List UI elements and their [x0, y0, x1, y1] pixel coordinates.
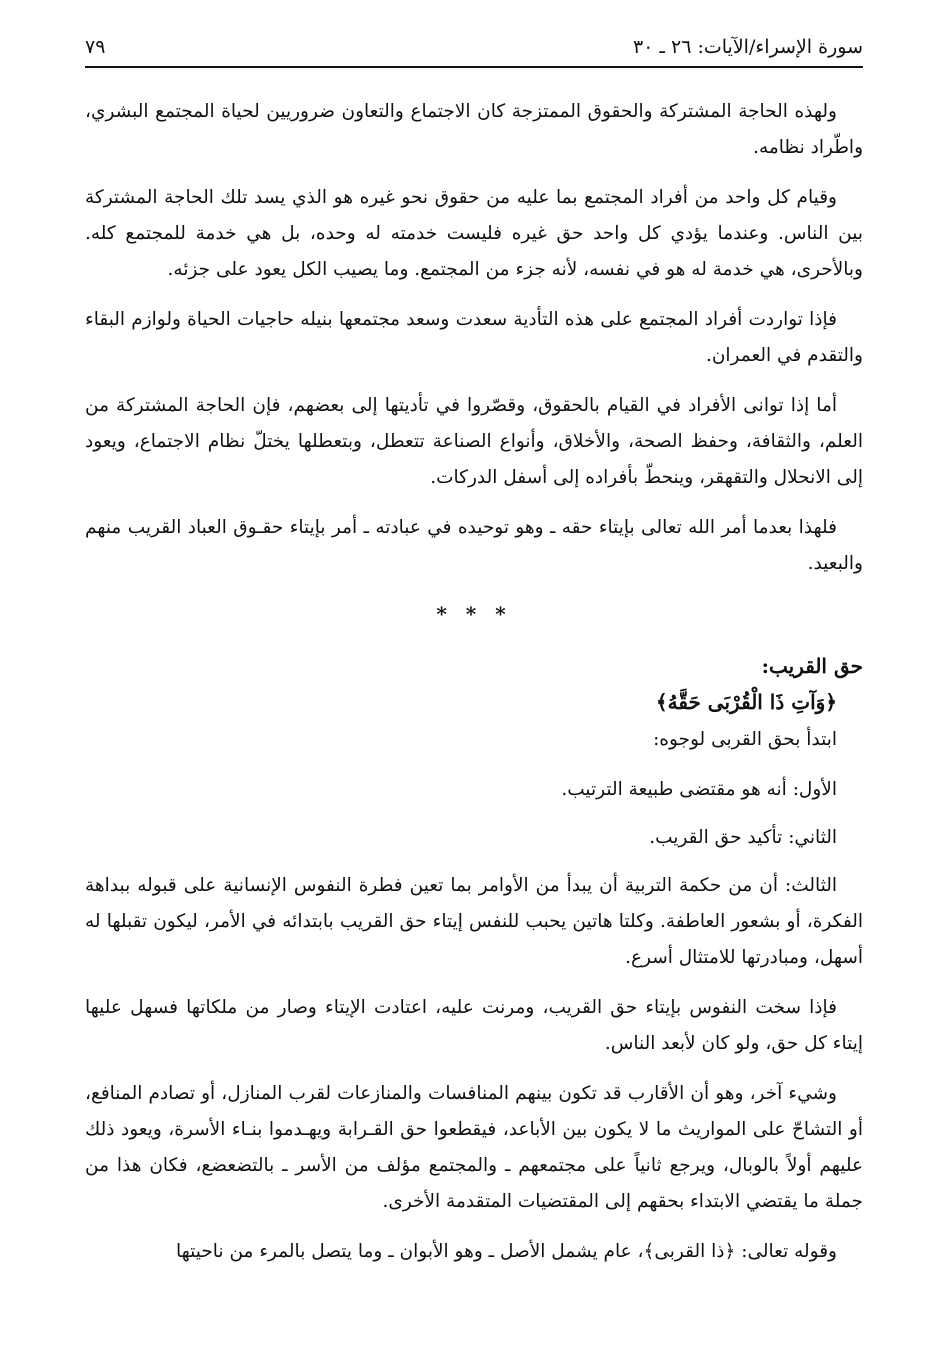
paragraph-1: ولهذه الحاجة المشتركة والحقوق الممتزجة كان الاجتماع والتعاون ضروريين لحياة المجتمع البشري، واطّراد نظامه.: [85, 101, 863, 158]
section-separator: * * *: [436, 602, 512, 626]
paragraph-8: وقوله تعالى: ﴿ذا القربى﴾، عام يشمل الأصل ـ وهو الأبوان ـ وما يتصل بالمرء من ناحيتها: [176, 1241, 837, 1262]
paragraph-5: فلهذا بعدما أمر الله تعالى بإيتاء حقه ـ وهو توحيده في عبادته ـ أمر بإيتاء حقـوق العباد القريب منهم والبعيد.: [85, 517, 863, 574]
section-heading: حق القريب:: [761, 654, 863, 678]
paragraph-6: فإذا سخت النفوس بإيتاء حق القريب، ومرنت عليه، اعتادت الإيتاء وصار من ملكاتها فسهل عليها إيتاء كل حق، ولو كان لأبعد الناس.: [85, 997, 863, 1054]
quran-verse: ﴿وَآتِ ذَا الْقُرْبَى حَقَّهُ﴾: [655, 690, 837, 714]
point-first: الأول: أنه هو مقتضى طبيعة الترتيب.: [561, 779, 837, 800]
intro-line: ابتدأ بحق القربى لوجوه:: [653, 729, 837, 750]
page-header: [85, 30, 863, 68]
page-body: [85, 94, 863, 1280]
paragraph-3: فإذا تواردت أفراد المجتمع على هذه التأدية سعدت وسعد مجتمعها بنيله حاجيات الحياة ولوازم البقاء والتقدم في العمران.: [85, 309, 863, 366]
paragraph-7: وشيء آخر، وهو أن الأقارب قد تكون بينهم المنافسات والمنازعات لقرب المنازل، أو تصادم المنافع، أو التشاحّ على المواريث ما لا يكون بين الأباعد، فيقطعوا حق القـرابة ويهـدموا بنـاء الأسرة، ويعود ذلك عليهم أولاً بالوبال، ويرجع ثانياً على مجتمعهم ـ والمجتمع مؤلف من الأسر ـ بالتضعضع، فكان هذا من جملة ما يقتضي الابتداء بحقهم إلى المقتضيات المتقدمة الأخرى.: [85, 1083, 863, 1212]
point-third: الثالث: أن من حكمة التربية أن يبدأ من الأوامر بما تعين فطرة النفوس الإنسانية على قبوله ببداهة الفكرة، أو بشعور العاطفة. وكلتا هاتين يحبب للنفس إيتاء حق القريب بابتدائه في الأمر، ليكون تقبلها له أسهل، ومبادرتها للامتثال أسرع.: [85, 875, 863, 968]
paragraph-4: أما إذا توانى الأفراد في القيام بالحقوق، وقصّروا في تأديتها إلى بعضهم، فإن الحاجة المشتركة من العلم، والثقافة، وحفظ الصحة، والأخلاق، وأنواع الصناعة تتعطل، وبتعطلها يختلّ نظام الاجتماع، ويعود إلى الانحلال والتقهقر، وينحطّ بأفراده إلى أسفل الدركات.: [85, 395, 863, 488]
paragraph-2: وقيام كل واحد من أفراد المجتمع بما عليه من حقوق نحو غيره هو الذي يسد تلك الحاجة المشتركة بين الناس. وعندما يؤدي كل واحد حق غيره فليست خدمته له وحده، بل هي خدمة للمجتمع كله. وبالأحرى، هي خدمة له هو في نفسه، لأنه جزء من المجتمع. وما يصيب الكل يعود على جزئه.: [85, 187, 863, 280]
page-number: ٧٩: [85, 36, 106, 58]
point-second: الثاني: تأكيد حق القريب.: [649, 827, 837, 848]
running-title: سورة الإسراء/الآيات: ٢٦ ـ ٣٠: [632, 36, 863, 58]
